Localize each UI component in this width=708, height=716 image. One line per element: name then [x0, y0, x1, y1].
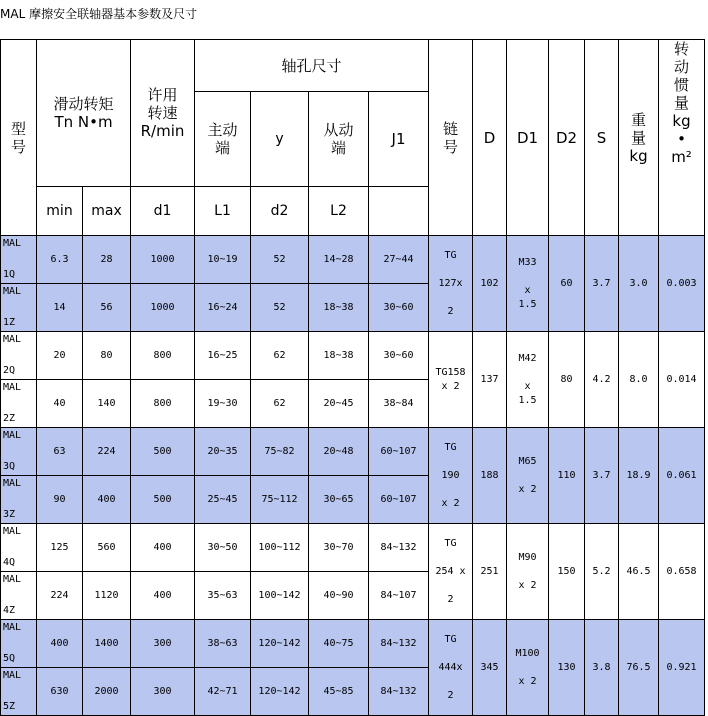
header-weight: 重 量 kg [619, 40, 659, 236]
cell-chain: TG158 x 2 [429, 332, 473, 428]
cell-d2: 30~70 [309, 524, 369, 572]
cell-max: 1120 [83, 572, 131, 620]
model-cell: MAL 1Q [1, 236, 37, 284]
cell-s: 4.2 [585, 332, 619, 428]
spec-table [0, 39, 705, 716]
cell-D1: M33 x 1.5 [507, 236, 549, 332]
header-j1: J1 [369, 92, 429, 187]
cell-l1: 120~142 [251, 668, 309, 716]
header-slip-torque: 滑动转矩 Tn N•m [37, 40, 131, 187]
cell-D: 345 [473, 620, 507, 716]
cell-d2: 20~48 [309, 428, 369, 476]
cell-weight: 3.0 [619, 236, 659, 332]
model-cell: MAL 2Z [1, 380, 37, 428]
model-cell: MAL 4Q [1, 524, 37, 572]
cell-D1: M90 x 2 [507, 524, 549, 620]
cell-inertia: 0.014 [659, 332, 705, 428]
cell-d2: 14~28 [309, 236, 369, 284]
cell-min: 90 [37, 476, 83, 524]
cell-max: 1400 [83, 620, 131, 668]
cell-min: 40 [37, 380, 83, 428]
cell-max: 140 [83, 380, 131, 428]
cell-d2: 45~85 [309, 668, 369, 716]
cell-min: 400 [37, 620, 83, 668]
model-cell: MAL 5Q [1, 620, 37, 668]
cell-D1: M65 x 2 [507, 428, 549, 524]
header-D: D [473, 40, 507, 236]
cell-d1: 10~19 [195, 236, 251, 284]
cell-l2: 84~107 [369, 572, 429, 620]
cell-d1: 16~24 [195, 284, 251, 332]
cell-d2: 80 [549, 332, 585, 428]
cell-d2: 130 [549, 620, 585, 716]
cell-l1: 100~142 [251, 572, 309, 620]
cell-s: 3.8 [585, 620, 619, 716]
table-row [1, 524, 705, 572]
cell-d2: 40~90 [309, 572, 369, 620]
cell-chain: TG 190 x 2 [429, 428, 473, 524]
header-chain: 链 号 [429, 40, 473, 236]
table-row [1, 332, 705, 380]
cell-l1: 52 [251, 236, 309, 284]
cell-D: 137 [473, 332, 507, 428]
cell-max: 560 [83, 524, 131, 572]
cell-d1: 20~35 [195, 428, 251, 476]
cell-speed: 800 [131, 380, 195, 428]
cell-D: 102 [473, 236, 507, 332]
cell-l1: 62 [251, 332, 309, 380]
cell-min: 20 [37, 332, 83, 380]
cell-max: 56 [83, 284, 131, 332]
cell-d2: 20~45 [309, 380, 369, 428]
cell-D1: M42 x 1.5 [507, 332, 549, 428]
cell-d1: 25~45 [195, 476, 251, 524]
cell-inertia: 0.061 [659, 428, 705, 524]
cell-max: 28 [83, 236, 131, 284]
cell-d2: 110 [549, 428, 585, 524]
cell-min: 224 [37, 572, 83, 620]
cell-speed: 400 [131, 572, 195, 620]
cell-l2: 30~60 [369, 284, 429, 332]
cell-l2: 84~132 [369, 524, 429, 572]
cell-l2: 84~132 [369, 620, 429, 668]
header-d1: d1 [131, 187, 195, 236]
model-cell: MAL 4Z [1, 572, 37, 620]
header-inertia: 转 动 惯 量 kg • m² [659, 40, 705, 236]
model-cell: MAL 2Q [1, 332, 37, 380]
cell-l1: 120~142 [251, 620, 309, 668]
cell-weight: 76.5 [619, 620, 659, 716]
table-row [1, 428, 705, 476]
table-row [1, 236, 705, 284]
cell-max: 400 [83, 476, 131, 524]
header-min: min [37, 187, 83, 236]
header-S: S [585, 40, 619, 236]
cell-l2: 60~107 [369, 428, 429, 476]
cell-speed: 300 [131, 668, 195, 716]
cell-l1: 75~82 [251, 428, 309, 476]
cell-l1: 75~112 [251, 476, 309, 524]
cell-d2: 18~38 [309, 284, 369, 332]
cell-l1: 100~112 [251, 524, 309, 572]
spec-table-body [1, 236, 705, 716]
cell-inertia: 0.003 [659, 236, 705, 332]
cell-chain: TG 127x 2 [429, 236, 473, 332]
header-y: y [251, 92, 309, 187]
cell-min: 63 [37, 428, 83, 476]
cell-min: 630 [37, 668, 83, 716]
cell-inertia: 0.658 [659, 524, 705, 620]
cell-speed: 1000 [131, 284, 195, 332]
cell-speed: 300 [131, 620, 195, 668]
cell-chain: TG 254 x 2 [429, 524, 473, 620]
cell-l2: 27~44 [369, 236, 429, 284]
header-l2: L2 [309, 187, 369, 236]
cell-l1: 52 [251, 284, 309, 332]
header-l1: L1 [195, 187, 251, 236]
cell-weight: 8.0 [619, 332, 659, 428]
cell-d1: 42~71 [195, 668, 251, 716]
cell-l2: 84~132 [369, 668, 429, 716]
cell-D1: M100 x 2 [507, 620, 549, 716]
cell-max: 224 [83, 428, 131, 476]
cell-d1: 16~25 [195, 332, 251, 380]
cell-d1: 30~50 [195, 524, 251, 572]
cell-weight: 18.9 [619, 428, 659, 524]
cell-d1: 19~30 [195, 380, 251, 428]
table-row [1, 620, 705, 668]
header-bore-size: 轴孔尺寸 [195, 40, 429, 92]
model-cell: MAL 1Z [1, 284, 37, 332]
cell-l2: 30~60 [369, 332, 429, 380]
header-max: max [83, 187, 131, 236]
cell-d1: 35~63 [195, 572, 251, 620]
header-D1: D1 [507, 40, 549, 236]
cell-min: 14 [37, 284, 83, 332]
cell-D: 188 [473, 428, 507, 524]
cell-d2: 30~65 [309, 476, 369, 524]
cell-max: 80 [83, 332, 131, 380]
cell-speed: 1000 [131, 236, 195, 284]
cell-d1: 38~63 [195, 620, 251, 668]
cell-min: 6.3 [37, 236, 83, 284]
cell-inertia: 0.921 [659, 620, 705, 716]
cell-speed: 800 [131, 332, 195, 380]
header-D2: D2 [549, 40, 585, 236]
cell-s: 3.7 [585, 428, 619, 524]
cell-l2: 60~107 [369, 476, 429, 524]
cell-s: 5.2 [585, 524, 619, 620]
cell-max: 2000 [83, 668, 131, 716]
cell-speed: 400 [131, 524, 195, 572]
page-title: MAL 摩擦安全联轴器基本参数及尺寸 [0, 7, 198, 21]
header-speed: 许用 转速 R/min [131, 40, 195, 187]
header-drive-end: 主动 端 [195, 92, 251, 187]
cell-l1: 62 [251, 380, 309, 428]
header-d2: d2 [251, 187, 309, 236]
cell-speed: 500 [131, 428, 195, 476]
cell-min: 125 [37, 524, 83, 572]
model-cell: MAL 5Z [1, 668, 37, 716]
cell-d2: 18~38 [309, 332, 369, 380]
cell-s: 3.7 [585, 236, 619, 332]
header-driven-end: 从动 端 [309, 92, 369, 187]
cell-d2: 40~75 [309, 620, 369, 668]
header-model: 型 号 [1, 40, 37, 236]
cell-chain: TG 444x 2 [429, 620, 473, 716]
cell-speed: 500 [131, 476, 195, 524]
cell-weight: 46.5 [619, 524, 659, 620]
model-cell: MAL 3Z [1, 476, 37, 524]
cell-d2: 60 [549, 236, 585, 332]
cell-d2: 150 [549, 524, 585, 620]
cell-l2: 38~84 [369, 380, 429, 428]
cell-D: 251 [473, 524, 507, 620]
model-cell: MAL 3Q [1, 428, 37, 476]
